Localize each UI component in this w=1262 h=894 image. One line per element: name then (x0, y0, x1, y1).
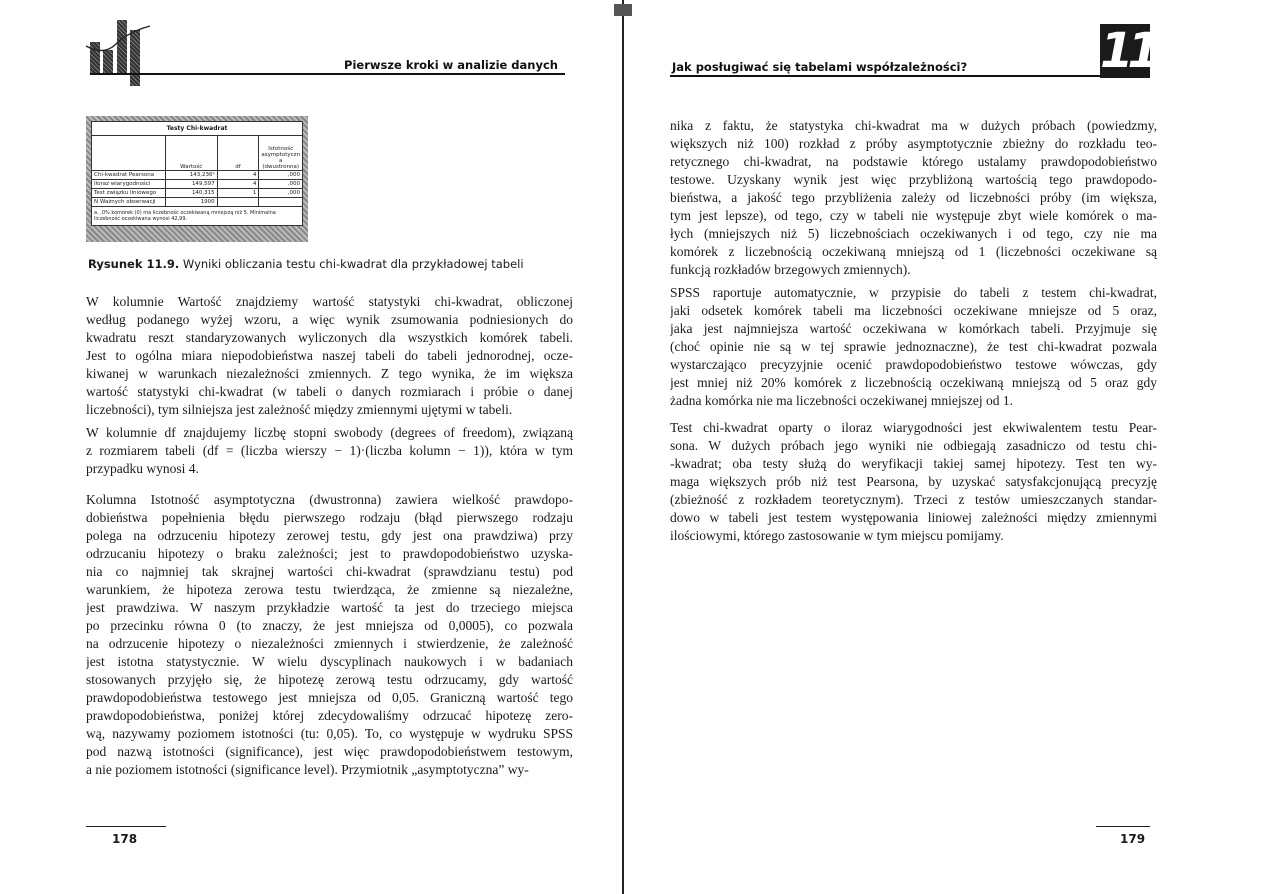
paragraph (86, 424, 573, 478)
text-line: funkcją rozkładów brzegowych zmiennych). (670, 262, 911, 277)
footer-rule (86, 826, 166, 827)
text-line: liczebności), tym silniejsza jest zależność między zmiennymi ujętymi w tabeli. (86, 402, 513, 417)
text-line: maga większych prób niż test Pearsona, by uzyskać satysfakcjonującą precyzję (670, 474, 1157, 489)
text-line: przypadku wynosi 4. (86, 461, 199, 476)
row-label: Iloraz wiarygodności (92, 180, 166, 189)
table-row (92, 189, 303, 198)
caption-label: Rysunek 11.9. (88, 257, 180, 271)
running-head: Jak posługiwać się tabelami współzależności? (672, 60, 968, 74)
text-line: warunkiem, że hipoteza zerowa testu twierdząca, że zmienne są niezależne, (86, 582, 573, 597)
header-rule (90, 73, 565, 75)
page-number: 178 (112, 832, 138, 846)
text-line: retycznego chi-kwadrat, na podstawie którego ustalamy prawdopodobieństwo (670, 154, 1157, 169)
text-line: W kolumnie Wartość znajdziemy wartość statystyki chi-kwadrat, obliczonej (86, 294, 573, 309)
table-row (92, 180, 303, 189)
text-line: a nie poziomem istotności (significance level). Przymiotnik „asymptotyczna” wy- (86, 762, 529, 777)
text-line: Test chi-kwadrat oparty o iloraz wiarygodności jest ekwiwalentem testu Pear- (670, 420, 1157, 435)
paragraph (670, 284, 1157, 410)
text-line: prawdopodobieństwa, poniżej której zdecydowaliśmy odrzucać hipotezę zero- (86, 708, 573, 723)
text-line: Jest to ogólna miara niepodobieństwa naszej tabeli do tabeli jednorodnej, ocze- (86, 348, 573, 363)
text-line: prawdopodobieństwa testowego jest mniejsza od 0,05. Graniczną wartość tego (86, 690, 573, 705)
paragraph (86, 491, 573, 779)
text-line: nika z faktu, że statystyka chi-kwadrat ma w dużych próbach (powiedzmy, (670, 118, 1157, 133)
sig-cell (259, 198, 303, 207)
text-line: według podanego wyżej wzoru, a więc wynik zsumowania podniesionych do (86, 312, 573, 327)
sig-cell: ,000 (259, 180, 303, 189)
text-line: kwadratu reszt standaryzowanych wyliczonych dla wszystkich komórek tabeli. (86, 330, 573, 345)
text-line: ilościowymi, którego zastosowanie w tym miejscu pomijamy. (670, 528, 1004, 543)
chapter-number: 11 (1100, 23, 1155, 79)
table-footnote: a. ,0% komórek (0) ma liczebność oczekiwaną mniejszą niż 5. Minimalna liczebność oczekiwana wynosi 42,99. (92, 207, 303, 226)
text-line: po przecinku równa 0 (to znaczy, że jest mniejsza od 0,0005), co pozwala (86, 618, 573, 633)
text-line: W kolumnie df znajdujemy liczbę stopni swobody (degrees of freedom), związaną (86, 425, 573, 440)
text-line: na odrzucenie hipotezy o niezależności zmiennych i stwierdzenie, że zależność (86, 636, 573, 651)
text-line: wystarczająco precyzyjnie ocenić prawdopodobieństwo testowe wówczas, gdy (670, 357, 1157, 372)
header-rule (670, 75, 1150, 77)
text-line: kiwanej w warunkach niezależności zmiennych. Z tego wynika, że im większa (86, 366, 573, 381)
text-line: tym jest lepsze), od tego, czy w tabeli nie występuje zbyt wiele komórek o ma- (670, 208, 1157, 223)
paragraph (670, 419, 1157, 545)
text-line: z rozmiarem tabeli (df = (liczba wierszy − 1)·(liczba kolumn − 1)), która w tym (86, 443, 573, 458)
paragraph (670, 117, 1157, 279)
header-cell: Wartość (165, 136, 217, 171)
page-number: 179 (1120, 832, 1146, 846)
text-line: dobieństwa popełnienia błędu pierwszego rodzaju (błąd pierwszego rodzaju (86, 510, 573, 525)
row-label: N Ważnych obserwacji (92, 198, 166, 207)
text-line: odrzucaniu hipotezy o braku zależności; jest to prawdopodobieństwo uzyska- (86, 546, 573, 561)
df-cell: 4 (217, 171, 259, 180)
text-line: łych (mniejszych niż 5) liczebnościach oczekiwanych i od tego, czy nie ma (670, 226, 1157, 241)
table-row (92, 198, 303, 207)
value-cell: 1900 (165, 198, 217, 207)
df-cell: 1 (217, 189, 259, 198)
table-header-row (92, 136, 303, 171)
text-line: SPSS raportuje automatycznie, w przypisie do tabeli z testem chi-kwadrat, (670, 285, 1157, 300)
book-spine (622, 0, 624, 894)
text-line: -kwadrat; oba testy służą do weryfikacji takiej samej hipotezy. Test ten wy- (670, 456, 1157, 471)
value-cell: 149,597 (165, 180, 217, 189)
text-line: (choć opinie nie są w tej sprawie jednoznaczne), że test chi-kwadrat pozwala (670, 339, 1157, 354)
paragraph (86, 293, 573, 419)
spine-mark (614, 4, 632, 16)
text-line: bieństwa, a jakość tego przybliżenia zależy od liczebności próby (im większa, (670, 190, 1157, 205)
row-label: Chi-kwadrat Pearsona (92, 171, 166, 180)
text-line: wartość statystyki chi-kwadrat (w tabeli o danych rozmiarach i próbie o danej (86, 384, 573, 399)
table-row (92, 171, 303, 180)
running-head: Pierwsze kroki w analizie danych (344, 58, 558, 72)
text-line: Kolumna Istotność asymptotyczna (dwustronna) zawiera wielkość prawdopo- (86, 492, 573, 507)
sig-cell: ,000 (259, 171, 303, 180)
text-line: pod nazwą istotności (significance), jest więc prawdopodobieństwem testowym, (86, 744, 573, 759)
text-line: polega na odrzuceniu hipotezy zerowej testu, gdy jest ona prawdziwa) przy (86, 528, 573, 543)
text-line: stosowanych przyjęło się, że hipotezę zerową testu odrzucamy, gdy wartość (86, 672, 573, 687)
df-cell (217, 198, 259, 207)
text-line: jest prawdziwa. W naszym przykładzie wartość ta jest do trzeciego miejsca (86, 600, 573, 615)
figure-caption (88, 257, 524, 271)
sig-cell: ,000 (259, 189, 303, 198)
text-line: wą, nazywamy poziomem istotności (tu: 0,05). To, co występuje w wydruku SPSS (86, 726, 573, 741)
value-cell: 140,315 (165, 189, 217, 198)
text-line: komórek z liczebnością oczekiwaną mniejszą od 1 (liczebności oczekiwane są (670, 244, 1157, 259)
text-line: jest istotna statystycznie. W wielu dyscyplinach naukowych i w badaniach (86, 654, 573, 669)
table-title: Testy Chi-kwadrat (92, 122, 303, 136)
text-line: testowe. Uzyskany wynik jest więc przybliżoną wartością tego prawdopodo- (670, 172, 1157, 187)
text-line: dowo w tabeli jest testem występowania liniowej zależności między zmiennymi (670, 510, 1157, 525)
caption-text: Wyniki obliczania testu chi-kwadrat dla przykładowej tabeli (182, 257, 524, 271)
text-line: żadna komórka nie ma liczebności oczekiwanej mniejszej od 1. (670, 393, 1013, 408)
text-line: sona. W dużych próbach jego wyniki nie odbiegają zasadniczo od testu chi- (670, 438, 1157, 453)
text-line: nia co najmniej tak skrajnej wartości chi-kwadrat (sprawdzianu testu) pod (86, 564, 573, 579)
header-cell (92, 136, 166, 171)
text-line: (zbieżność z rozkładem teoretycznym). Trzeci z testów umieszczanych standar- (670, 492, 1157, 507)
header-cell: Istotność asymptotyczn a (dwustronna) (259, 136, 303, 171)
text-line: jaki odsetek komórek tabeli ma liczebności oczekiwane mniejsze od 5 oraz, (670, 303, 1157, 318)
row-label: Test związku liniowego (92, 189, 166, 198)
chi-square-table (91, 121, 303, 226)
header-cell: df (217, 136, 259, 171)
text-line: większych niż 100) rozkład z próby asymptotycznie zbieżny do rozkładu teo- (670, 136, 1157, 151)
text-line: jaka jest najmniejsza wartość oczekiwana w komórkach tabeli. Przyjmuje się (670, 321, 1157, 336)
df-cell: 4 (217, 180, 259, 189)
text-line: jest mniej niż 20% komórek z liczebnością oczekiwaną mniejszą od 5 oraz gdy (670, 375, 1157, 390)
value-cell: 143,236ᵃ (165, 171, 217, 180)
footer-rule (1096, 826, 1150, 827)
